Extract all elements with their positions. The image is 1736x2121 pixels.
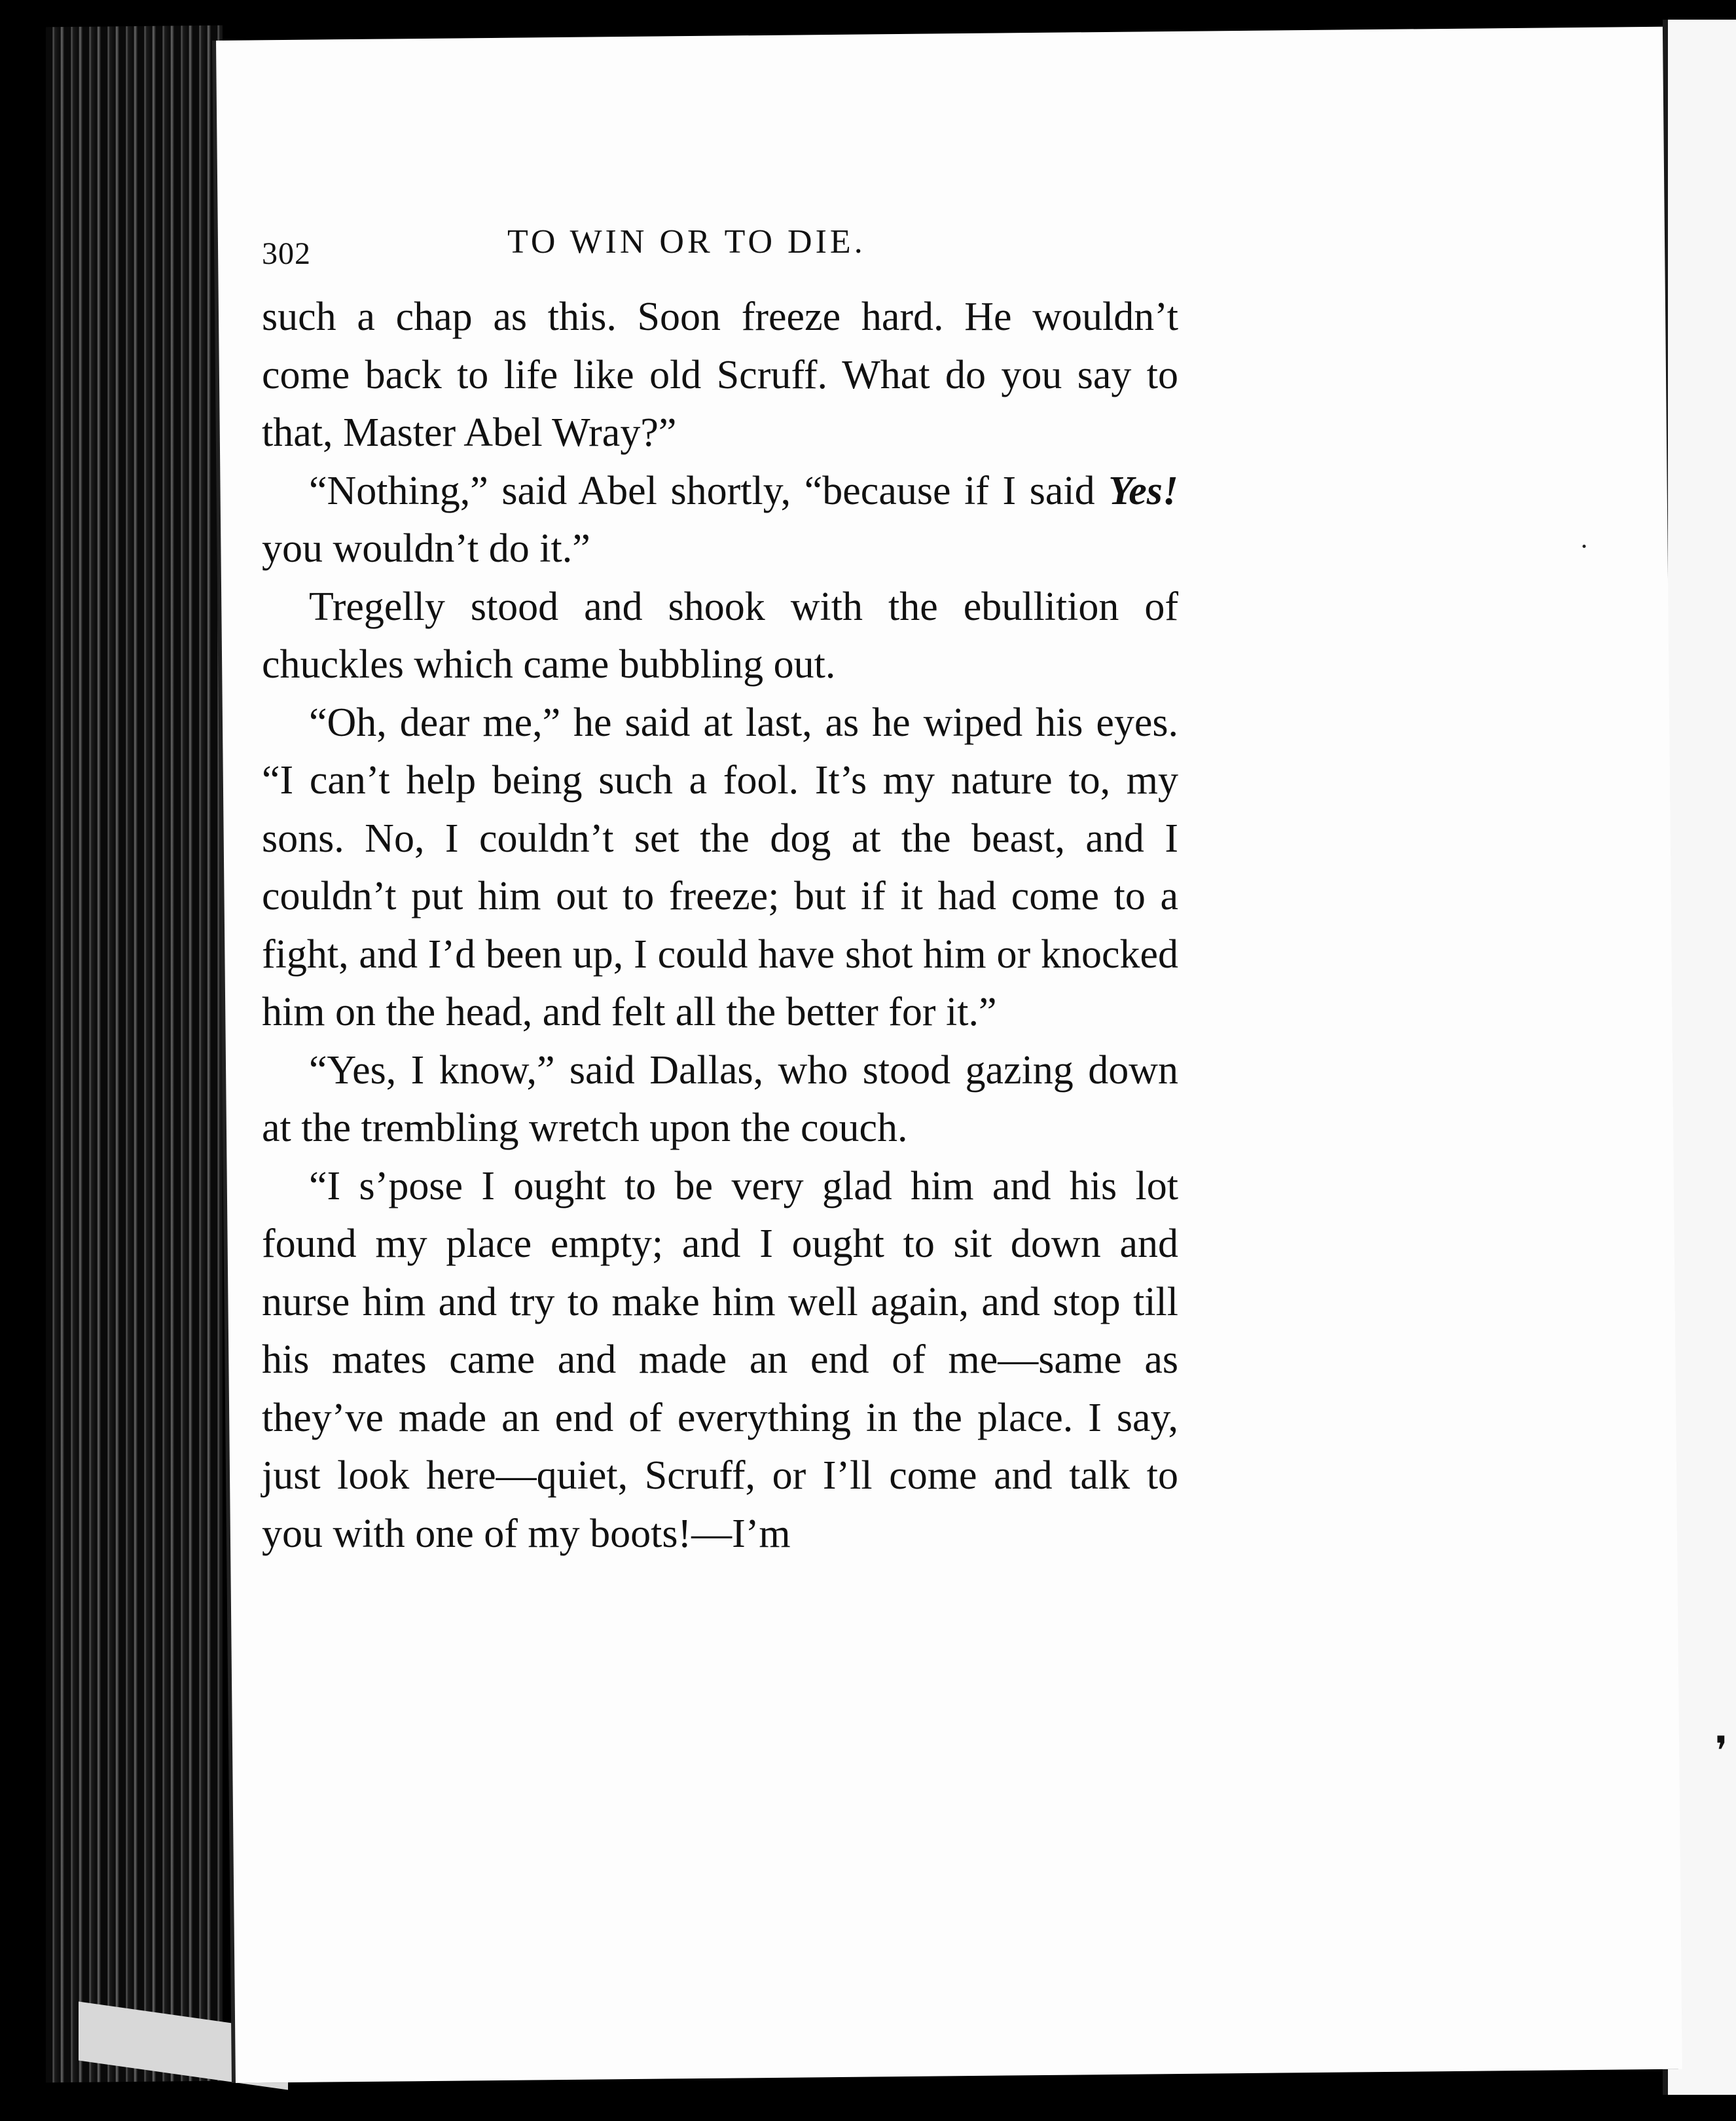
paragraph: such a chap as this. Soon freeze hard. He wouldn’t come back to life like old Scruff. What do you say to that, Master Abel Wray?” — [262, 295, 1178, 455]
emphasized-text: Yes! — [1108, 468, 1178, 513]
paragraph-text: you wouldn’t do it.” — [262, 526, 590, 571]
paragraph: Tregelly stood and shook with the ebullition of chuckles which came bubbling out. — [262, 584, 1178, 687]
paragraph: “Oh, dear me,” he said at last, as he wiped his eyes. “I can’t help being such a fool. It’s my nature to, my sons. No, I couldn’t set the dog at the beast, and I couldn’t put him out to freeze; but if it had come to a fight, and I’d been up, I could have shot him or knocked him on the head, and felt all the better for it.” — [262, 700, 1178, 1034]
paragraph: “Yes, I know,” said Dallas, who stood gazing down at the trembling wretch upon the couch. — [262, 1047, 1178, 1150]
running-title: TO WIN OR TO DIE. — [507, 223, 866, 261]
page-edges — [46, 26, 223, 2083]
page-number: 302 — [262, 236, 311, 271]
scan-speck — [1582, 545, 1585, 548]
running-head — [262, 216, 1178, 288]
paragraph-text: “Nothing,” said Abel shortly, “because if I said — [309, 468, 1109, 513]
paragraph — [262, 462, 1178, 578]
page-text — [262, 216, 1178, 1563]
paragraph: “I s’pose I ought to be very glad him and his lot found my place empty; and I ought to sit down and nurse him and try to make him well again, and stop till his mates came and made an end of me—same as they’ve made an end of everything in the place. I say, just look here—quiet, Scruff, or I’ll come and talk to you with one of my boots!—I’m — [262, 1163, 1178, 1556]
facing-page-mark: ❜ — [1715, 1728, 1728, 1774]
body-text — [262, 288, 1178, 1563]
